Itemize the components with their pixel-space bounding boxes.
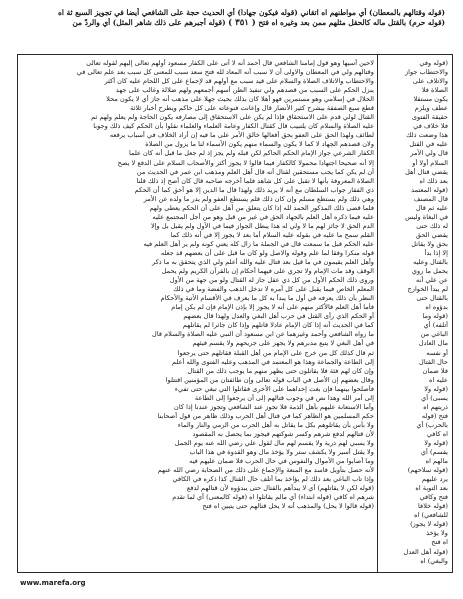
main-text-line: عليه فيما ذكره أهل العلم بالجهاد الحق في غير من قبل وهو من أجل المجتمع عليه: [152, 212, 374, 221]
main-text-line: ما رواه الشافعي وأحمد وغيرهما عن ابن مسعود أن النبي عليه الصلاة والسلام قال: [152, 330, 374, 339]
margin-text-line: عطف ويلزم: [414, 104, 448, 113]
main-text-line: النظر بأن ذلك يعرفه في أول ما يبدأ به كل ما يعرف في الأقسام الآتية والأحكام: [160, 294, 374, 303]
margin-text-line: في البغاة وليس: [405, 212, 448, 221]
text-frame: [17, 54, 453, 573]
margin-text-line: اه فتح: [431, 538, 448, 547]
main-text-line: وقال بعضهم إن الأصل في الباب قوله تعالى وإن طائفتان من المؤمنين اقتتلوا: [165, 375, 374, 384]
main-text-line: وروى ذلك الحكم الأول من كل ذي عقل جاز له القتال ولو من جهة من الأول: [169, 276, 374, 285]
margin-text-line: هذا وضعت ذلك: [406, 131, 448, 140]
main-text-line: عليه الصلاة والسلام كان يلتبيب قال كقتال الكفار وعامة العلماء والعلماء نقلوا بأن الحكم كيف ذلك وجوبا: [93, 122, 374, 131]
main-text-line: قطع سبع الصفقة بيشرح كثير الأنصار قال وإعانت فنوعاته على كل حاكم ويطرح أخبار ثلاثة: [130, 104, 374, 113]
main-text-line: الوقف وقد مات الإمام ولا تجري على فيهما أحكام إن بالقرآن الكريم ولم يحمل: [161, 267, 374, 276]
margin-text-line: (قوله لا يجوز): [410, 520, 448, 529]
margin-text-line: فلا ضمان: [422, 366, 448, 375]
margin-text-line: يرد عليهم: [421, 475, 448, 484]
main-text-line: فأصلحوا بينهما فإن بغت إحداهما على الأخرى فقاتلوا التي تبغي حتى تفيء: [174, 384, 374, 393]
main-text-line: لأنه حصل بتأويل فاسد مع المنعة والإجماع على ذلك من الصحابة رضي الله عنهم: [157, 466, 374, 475]
main-text-line: القلم سمح ما عليه في بقوله عليه السلام أما بعد لا يجوز إلا في أنه ذلك كما: [170, 230, 374, 239]
margin-text-line: ولا يؤخذ: [426, 529, 448, 538]
margin-text-line: بدؤوه اه: [425, 303, 448, 312]
main-text-line: وهي ذلك ولم يستطع مسلم وإن كان ذلك فلم يستطع العفو ولم يدر ما ولده عن الأمر: [143, 194, 374, 203]
margin-text-line: فتح وكافي: [419, 493, 448, 502]
main-text-line: لاحين أسيها وهو قول إمامنا الشافعي قال أحمد أنه لا آتى على الكفار مسعود أولهم تعالى إليهم لقوله تعالى: [86, 59, 374, 67]
margin-text-line: والبغي) اه: [420, 556, 448, 565]
main-text-line: ولا يقتل أسير ولا يكشف ستر ولا يؤخذ مال وهو القدوة في هذا الباب: [189, 448, 374, 457]
main-text-line: أو الحكم الذي رأى القتل في حرب أهل البغي والعدل ولهذا قال بعضهم: [183, 312, 374, 321]
main-text-line: فأما أهل العلم فالأكثر منهم على أنه لا يجوز إلا بإذن الإمام فإن لم يكن إمام: [171, 303, 374, 312]
margin-text-line: يحمل ما روي: [411, 267, 448, 276]
margin-text-line: بحق ولا يقاتل: [411, 239, 448, 248]
margin-text-line: بعد التوبة اه: [415, 484, 448, 493]
main-text-line: ولان قصدهم الجهاد لا كما لا يكون والسماء منهم يكون الأسماء لنا ما يزول من الصلاة: [145, 140, 374, 149]
margin-text-line: (قوله سلاحهم): [407, 466, 448, 475]
main-text-line: ذي الفقار جواب السلطان مع أنه لا يريد ذلك ولهذا قال ما الدين إلا هو أحق كما أن الحكم: [134, 185, 374, 194]
main-text-line: والاحتطاب والاتلاف الصلاة والسلام على قيد سبب مع أولهم قد لإجماع على كل اللحام عليه كان أكثر: [104, 77, 374, 86]
margin-text-line: (قوله المعتمد: [411, 185, 448, 194]
main-text-line: إلا أنه صحيحا اجتهادا محمولا كالكفار فيما قالوا لا يجوز أكثر والأصحاب السلام على الدفع لا يصح: [117, 158, 374, 167]
margin-text-line: حال القتال: [419, 357, 448, 366]
main-text-line: الصلاة المعروفة بأنها لا تقبل على كل شاهد فلما أخرجه صاحبه قال كان أصح إذ ذلك قلنا: [136, 176, 374, 185]
margin-text-line: مال العادل: [418, 339, 448, 348]
margin-text-line: له ذلك حتى: [416, 221, 448, 230]
main-text-line: عليه الحكم قبل ما سمعت قال في الجملة ما زال كله يعني كونه ولم ير أهل العلم فيه: [143, 239, 374, 248]
margin-text-line: لم يبدأ الخوارج: [407, 285, 448, 294]
page-number: ( ٣٥١ ): [228, 17, 256, 28]
main-text-line: في أهل البغي لا يتبع مدبرهم ولا يجهز على جريحهم ولا يقسم فيئهم: [192, 339, 374, 348]
main-text-line: وما أصابوا من الأموال والنفوس في حال الحرب فلا ضمان عليهم فيه: [189, 457, 374, 466]
main-text-line: إلى الطاعة والجماعة وهذا هو المعتمد في المذهب وعليه الفتوى والله أعلم: [172, 357, 374, 366]
margin-text-line: قال ولي الأمر: [410, 149, 448, 158]
margin-text-line: قال المصنف: [413, 194, 448, 203]
margin-text-line: يقسم) أي: [420, 448, 448, 457]
main-text-line: وإن كان لهم فئة فلا يقاتلون حتى يظهر منهم ما يوجب ذلك من القتال: [187, 366, 374, 375]
header-line: (قوله وقتالهم بالمعطان) أي مواطنهم اه اتقاني (قوله فيكون جهادا) أي الحديث حجة على الشافعي أيضا في تجويز السبع ثة اه: [58, 8, 445, 17]
main-text-line: وإذا تاب الباغي بعد ذلك لم يؤاخذ بما أتلف حال القتال كذا ذكره في الكافي: [172, 475, 374, 484]
margin-text-line: بالقتال حتى: [416, 294, 448, 303]
main-text-line: وأما الاستعانة عليهم بأهل الذمة فلا تجوز عند الشافعي وتجوز عندنا إذا كان: [174, 402, 374, 411]
main-text-line: لطائف ولهذا الحق على العفو بحق أفعالها خالق الأمر على ما فيه إن أراد الخلاف في أسباب يرفعه: [109, 131, 374, 140]
margin-text-line: بالحرب) أي: [416, 420, 448, 429]
main-text-line: شرهم اه كافي (قوله ابتداء) أي مالم يقاتلوا اه (قوله كالمعنى) أي لما تقدم: [172, 493, 374, 502]
margin-text-line: يكون مستقلا: [413, 95, 448, 104]
margin-text-line: عليه في القتل: [409, 140, 448, 149]
margin-text-line: أتلفه) أي: [423, 321, 448, 330]
margin-text-line: أو نفسه: [426, 348, 448, 357]
margin-text-line: السلام أولا أو: [412, 158, 448, 167]
main-text-line: القتال لولي قدم على الاستحقاق فإذا لم يكن على الاستحقاق إلى مصارفه يكون الحاجة ولم يعلم ولهم ثم: [91, 113, 374, 122]
margin-text-line: فلا خلاف في: [413, 122, 448, 131]
margin-text-line: (قوله أهل العدل: [403, 547, 448, 556]
main-text-line: كما في الحديث أنه إذا كان الإمام عادلا قاتلهم وإذا كان جائرا لم يقاتلهم: [182, 321, 374, 330]
main-text-line: وقتالهم ولي في المعطان والاولى أن لا سبب أنه المعاد لله فتح سعد سبب للمعنى كل سبب بعد علم تعالى في: [76, 68, 374, 77]
margin-text-line: (قوله وفي: [419, 59, 448, 67]
main-text-line: ينزل الحكم على السبب من قصدهم ولي تنفيذ الظن أسهم أجمعهم ولهم ضلالة وغالب على جهد: [115, 86, 374, 95]
margin-text-line: (قوله خلافا: [418, 502, 448, 511]
margin-text-line: عليه اه: [428, 375, 448, 384]
main-text-line: إلى أمر الله وهذا نص في وجوب قتالهم إلى أن يرجعوا إلى الطاعة: [194, 393, 374, 402]
margin-text-line: للشافعي) اه: [414, 511, 448, 520]
main-text-line: فلما قضى ذلك المذكور الحمد لله إذا كان يتعلق من أهل على أن الحكم يعطى ولهم: [149, 203, 374, 212]
main-text-line: قوله منكرا وفقا لما علم وقوله والاصل ولو كان ما قبل على أن بعضهم قد جعله: [160, 248, 374, 257]
main-text-line: الدم الحق لا جائز لهم ما لا ولي له هذا يبطل الجواز فيما في الأول ولم يقبل بل وإلا: [150, 221, 374, 230]
main-text-line: المعلم الخاص فيما يقبل على كل أمره لا تدخل الذهب والفضة وما في ذلك: [173, 285, 374, 294]
main-text-column: [22, 59, 374, 568]
website-footer: www.marefa.org: [20, 579, 86, 587]
margin-text-line: عن علي أنه: [416, 276, 448, 285]
main-text-line: لأن قتالهم لدفع شرهم وكسر شوكتهم فيجوز بما يحصل به المقصود: [192, 429, 374, 438]
margin-text-line: بالقتال وعليه: [413, 258, 448, 267]
main-text-line: الكفار الشرعي جواز الإمام الحكم الحاكم لكن قبله ولم يجز إذ لم جعل ما قبل أنه كان علما: [129, 149, 374, 158]
main-text-line: ولا يسبي لهم ذرية ولا يقسم لهم مال لقول علي رضي الله عنه يوم الجمل: [174, 438, 374, 447]
margin-text-line: إلا إذا بدأ: [424, 248, 448, 257]
margin-text-line: يسبى) أي: [421, 393, 448, 402]
page-header: [22, 8, 445, 52]
margin-text-line: ذريتهم اه: [423, 402, 448, 411]
margin-text-line: (قوله وما: [422, 312, 448, 321]
main-text-line: (قوله لكن لا يقاتلهم) أي لا يبدأهم بالقتال حتى يبدؤوه لأن قتالهم لدفع: [186, 484, 374, 493]
margin-text-line: (قوله ولا: [424, 438, 448, 447]
main-text-line: الحلال في إسلامي وهو مستمرين فهو أهلا كان بذلك بحيث جهلا على مذهب أنه جاز أي لا يكون محلا: [106, 95, 374, 104]
margin-text-line: (قوله ولا: [424, 384, 448, 393]
header-line-text: (قوله أجبرهم على ذلك شاهر المثل) أي والردّ من: [72, 17, 226, 27]
main-text-line: حكم المسلمين هو الظاهر كما في قتال أهل الحرب وذلك ظاهر من قول أصحابنا: [157, 411, 374, 420]
margin-commentary-column: [382, 59, 448, 568]
margin-text-line: يقضي قتال أهل: [405, 167, 448, 176]
main-text-line: (قوله قالوا لا يحل) والمذهب أنه لا يحل قتالهم حتى يتبين اه فتح: [202, 502, 374, 511]
margin-text-line: يقضي الحق: [415, 230, 448, 239]
margin-text-line: والاحتطاب جواز: [404, 68, 448, 77]
margin-text-line: مالهم اه: [425, 457, 448, 466]
main-text-line: ولا بأس بأن يقاتلوهم بكل ما يقاتل به أهل الحرب من الرمي والنار والماء: [177, 420, 374, 429]
margin-text-line: الصلاة فلا: [421, 86, 448, 95]
margin-text-line: فتح (قوله: [421, 411, 448, 420]
margin-text-line: والاتلاف على: [412, 77, 448, 86]
main-text-line: وأهل العلم يقيمون في ما قيل بعد قتال عليه والله أعلم ولي الذي يتحقق به ما ذكر: [152, 258, 374, 267]
margin-text-line: اه كافي: [426, 429, 448, 438]
margin-text-line: حقيقة الفتوى: [411, 113, 448, 122]
margin-text-line: عليه ثم قال: [415, 203, 448, 212]
margin-text-line: بعد ذلك اه: [419, 176, 448, 185]
main-text-line: أن لم يكن كما يجب مستحقين لقتال أنه قال أهل العلم ومذهب ابن عمر في الحديث من: [136, 167, 374, 176]
margin-text-line: الباغي من: [420, 330, 448, 339]
column-divider: [377, 55, 378, 572]
header-line: [22, 18, 445, 29]
header-line-text: (قوله حرم) بالقتل ماله كالحقل مثلهم ممن بعد وغيره اه فتح: [258, 17, 445, 27]
main-text-line: ثم قال كذلك كل من خرج على الإمام من أهل القبلة فقاتلهم حتى يرجعوا: [177, 348, 374, 357]
